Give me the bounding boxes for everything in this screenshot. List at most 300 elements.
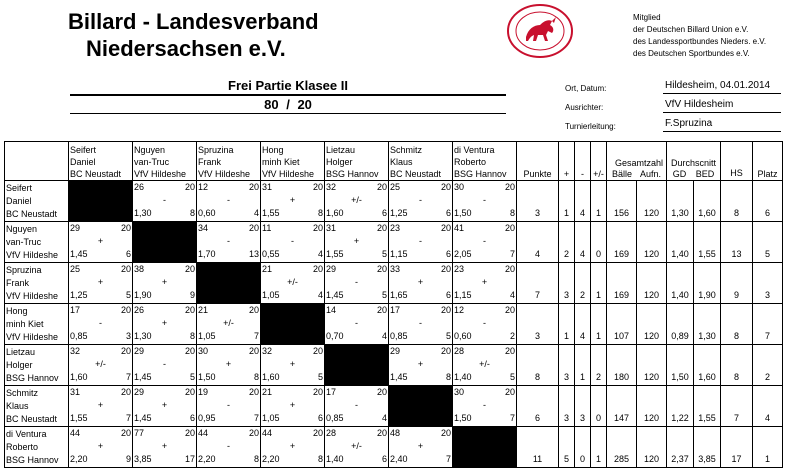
match-points: 29 [390, 346, 401, 356]
player-club: BC Neustadt [70, 169, 122, 179]
match-high-series: 4 [253, 208, 259, 218]
gesamtzahl-label: Gesamtzahl [614, 158, 663, 168]
innings-value: 20 [297, 97, 312, 112]
match-high-series: 7 [125, 413, 131, 423]
match-cell [261, 386, 325, 427]
ort-value: Hildesheim, 04.01.2014 [665, 80, 771, 91]
match-cell [261, 222, 325, 263]
match-cell [261, 345, 325, 386]
player-club: BSG Hannov [6, 373, 59, 383]
match-average: 1,50 [454, 413, 472, 423]
match-points: 29 [134, 387, 145, 397]
match-result-symbol: - [227, 441, 230, 451]
row-player-name [5, 345, 69, 386]
match-points: 44 [262, 428, 273, 438]
match-points: 28 [454, 346, 465, 356]
match-average: 0,85 [70, 331, 88, 341]
player-surname: Spruzina [198, 145, 234, 155]
player-firstname: Frank [198, 157, 222, 167]
match-points: 30 [454, 387, 465, 397]
match-cell [389, 345, 453, 386]
player-firstname: Holger [326, 157, 353, 167]
match-cell [325, 386, 389, 427]
baelle-cell: 180 [607, 345, 637, 386]
bed-label: BED [695, 169, 715, 179]
player-surname: Nguyen [134, 145, 166, 155]
match-cell [197, 222, 261, 263]
match-innings: 20 [184, 264, 195, 274]
match-points: 19 [198, 387, 209, 397]
row-player-name [5, 181, 69, 222]
distance-value: 80 [264, 97, 279, 112]
player-surname: Spruzina [6, 265, 42, 275]
minus-cell: 4 [575, 181, 591, 222]
plus-cell: 3 [559, 263, 575, 304]
match-average: 1,55 [70, 413, 88, 423]
match-high-series: 7 [509, 249, 515, 259]
match-innings: 20 [440, 428, 451, 438]
turnierleitung-rule [663, 131, 781, 132]
match-innings: 20 [248, 305, 259, 315]
subtitle-rule [70, 113, 506, 114]
platz-cell: 7 [753, 304, 783, 345]
match-cell [261, 263, 325, 304]
match-points: 31 [70, 387, 81, 397]
match-high-series: 8 [253, 372, 259, 382]
bed-cell: 1,60 [694, 181, 721, 222]
match-innings: 20 [120, 387, 131, 397]
punkte-cell: 8 [517, 345, 559, 386]
match-result-symbol: - [483, 236, 486, 246]
match-points: 28 [326, 428, 337, 438]
aufn-cell: 120 [637, 222, 667, 263]
column-player-header [133, 142, 197, 181]
player-firstname: Daniel [70, 157, 96, 167]
gd-cell: 1,40 [667, 222, 694, 263]
match-cell [197, 386, 261, 427]
bed-cell: 1,30 [694, 304, 721, 345]
match-result-symbol: + [161, 318, 168, 328]
match-average: 1,90 [134, 290, 152, 300]
match-points: 21 [198, 305, 209, 315]
ausrichter-label: Ausrichter: [565, 103, 604, 112]
plus-cell: 1 [559, 181, 575, 222]
plus-cell: 3 [559, 386, 575, 427]
match-cell [197, 181, 261, 222]
player-club: BC Neustadt [6, 209, 58, 219]
match-innings: 20 [312, 387, 323, 397]
player-surname: Schmitz [390, 145, 423, 155]
match-high-series: 6 [381, 208, 387, 218]
match-high-series: 7 [253, 413, 259, 423]
punkte-cell: 4 [517, 222, 559, 263]
player-firstname: Roberto [6, 442, 39, 452]
match-innings: 20 [376, 305, 387, 315]
match-innings: 20 [120, 346, 131, 356]
match-average: 1,15 [390, 249, 408, 259]
match-average: 1,45 [134, 372, 152, 382]
match-points: 30 [198, 346, 209, 356]
match-points: 31 [262, 182, 273, 192]
match-average: 3,85 [134, 454, 152, 464]
plus-cell: 2 [559, 222, 575, 263]
hs-cell: 17 [721, 427, 753, 468]
match-result-symbol: - [99, 318, 102, 328]
membership-line: Mitglied [633, 13, 661, 22]
match-innings: 20 [248, 182, 259, 192]
column-player-header [197, 142, 261, 181]
match-cell [453, 181, 517, 222]
aufn-cell: 120 [637, 427, 667, 468]
player-row [5, 345, 783, 386]
player-club: BSG Hannov [454, 169, 507, 179]
baelle-label: Bälle [611, 169, 632, 179]
match-average: 1,60 [262, 372, 280, 382]
match-high-series: 17 [184, 454, 195, 464]
plus-cell: 5 [559, 427, 575, 468]
match-average: 1,25 [70, 290, 88, 300]
player-firstname: Holger [6, 360, 33, 370]
match-average: 0,70 [326, 331, 344, 341]
player-surname: Hong [6, 306, 28, 316]
match-innings: 20 [184, 346, 195, 356]
plusminus-cell: 2 [591, 345, 607, 386]
self-match-cell [261, 304, 325, 345]
match-innings: 20 [184, 428, 195, 438]
match-innings: 20 [504, 264, 515, 274]
match-cell [133, 181, 197, 222]
match-average: 0,95 [198, 413, 216, 423]
match-points: 21 [262, 387, 273, 397]
match-points: 17 [326, 387, 337, 397]
match-cell [389, 263, 453, 304]
player-row [5, 263, 783, 304]
match-average: 1,60 [326, 208, 344, 218]
plusminus-cell: 1 [591, 181, 607, 222]
match-result-symbol: + [481, 277, 488, 287]
match-innings: 20 [248, 346, 259, 356]
match-high-series: 4 [317, 249, 323, 259]
match-result-symbol: + [353, 236, 360, 246]
match-cell [453, 263, 517, 304]
plusminus-cell: 0 [591, 386, 607, 427]
match-average: 1,05 [262, 413, 280, 423]
player-surname: Schmitz [6, 388, 39, 398]
baelle-cell: 169 [607, 222, 637, 263]
bed-cell: 1,60 [694, 345, 721, 386]
match-average: 1,45 [134, 413, 152, 423]
player-row [5, 304, 783, 345]
match-high-series: 7 [445, 454, 451, 464]
match-points: 17 [390, 305, 401, 315]
match-high-series: 6 [125, 249, 131, 259]
minus-cell: 3 [575, 386, 591, 427]
plusminus-cell: 1 [591, 263, 607, 304]
match-high-series: 5 [125, 290, 131, 300]
match-result-symbol: + [161, 277, 168, 287]
minus-header: - [575, 142, 591, 181]
gesamtzahl-header [607, 142, 667, 181]
match-cell [197, 304, 261, 345]
match-high-series: 5 [445, 331, 451, 341]
match-points: 33 [390, 264, 401, 274]
aufn-label: Aufn. [639, 169, 661, 179]
bed-cell: 1,90 [694, 263, 721, 304]
match-high-series: 4 [509, 290, 515, 300]
match-high-series: 6 [445, 249, 451, 259]
match-result-symbol: - [355, 400, 358, 410]
match-high-series: 5 [381, 249, 387, 259]
plusminus-cell: 0 [591, 222, 607, 263]
player-row [5, 427, 783, 468]
plusminus-header: +/- [591, 142, 607, 181]
self-match-cell [453, 427, 517, 468]
match-cell [197, 427, 261, 468]
event-distance [70, 97, 506, 112]
turnierleitung-label: Turnierleitung: [565, 122, 616, 131]
match-average: 0,60 [198, 208, 216, 218]
match-points: 29 [326, 264, 337, 274]
match-high-series: 7 [253, 331, 259, 341]
player-club: VfV Hildeshe [134, 169, 187, 179]
match-result-symbol: - [483, 195, 486, 205]
player-firstname: Klaus [390, 157, 413, 167]
player-row [5, 181, 783, 222]
hs-header: HS [721, 142, 753, 181]
platz-cell: 6 [753, 181, 783, 222]
match-high-series: 6 [381, 454, 387, 464]
column-player-header [261, 142, 325, 181]
match-points: 25 [390, 182, 401, 192]
match-points: 23 [454, 264, 465, 274]
match-points: 44 [198, 428, 209, 438]
match-high-series: 8 [189, 331, 195, 341]
player-club: BC Neustadt [6, 414, 58, 424]
punkte-header: Punkte [517, 142, 559, 181]
match-result-symbol: - [355, 318, 358, 328]
player-club: BSG Hannov [326, 169, 379, 179]
match-result-symbol: +/- [351, 441, 362, 451]
player-surname: Seifert [70, 145, 97, 155]
match-result-symbol: + [97, 236, 104, 246]
aufn-cell: 120 [637, 181, 667, 222]
gd-label: GD [672, 169, 687, 179]
player-firstname: Frank [6, 278, 30, 288]
org-name-line2: Niedersachsen e.V. [86, 36, 286, 61]
match-result-symbol: + [225, 359, 232, 369]
hs-cell: 8 [721, 345, 753, 386]
match-points: 23 [390, 223, 401, 233]
minus-cell: 2 [575, 263, 591, 304]
column-player-header [453, 142, 517, 181]
match-high-series: 6 [317, 413, 323, 423]
match-result-symbol: - [227, 195, 230, 205]
player-club: VfV Hildeshe [6, 250, 59, 260]
match-result-symbol: - [227, 400, 230, 410]
match-cell [453, 345, 517, 386]
match-average: 2,20 [198, 454, 216, 464]
match-high-series: 8 [189, 208, 195, 218]
minus-cell: 4 [575, 222, 591, 263]
player-firstname: minh Kiet [262, 157, 300, 167]
match-cell [133, 345, 197, 386]
match-points: 32 [70, 346, 81, 356]
punkte-cell: 3 [517, 304, 559, 345]
match-innings: 20 [312, 223, 323, 233]
match-high-series: 4 [317, 290, 323, 300]
match-points: 26 [134, 182, 145, 192]
aufn-cell: 120 [637, 263, 667, 304]
match-result-symbol: + [97, 400, 104, 410]
match-points: 32 [262, 346, 273, 356]
match-average: 1,40 [326, 454, 344, 464]
match-points: 25 [70, 264, 81, 274]
results-table [4, 141, 783, 468]
match-result-symbol: + [417, 441, 424, 451]
match-innings: 20 [248, 223, 259, 233]
bed-cell: 1,55 [694, 222, 721, 263]
match-points: 34 [198, 223, 209, 233]
match-high-series: 7 [125, 372, 131, 382]
match-high-series: 6 [445, 208, 451, 218]
match-points: 12 [198, 182, 209, 192]
match-innings: 20 [120, 428, 131, 438]
match-average: 1,50 [198, 372, 216, 382]
match-cell [69, 263, 133, 304]
match-cell [453, 222, 517, 263]
match-result-symbol: - [355, 277, 358, 287]
match-high-series: 6 [189, 413, 195, 423]
match-innings: 20 [376, 264, 387, 274]
durchschnitt-label: Durchscnitt [670, 158, 716, 168]
match-high-series: 7 [509, 413, 515, 423]
plusminus-cell: 1 [591, 304, 607, 345]
match-average: 1,55 [326, 249, 344, 259]
match-high-series: 5 [509, 372, 515, 382]
aufn-cell: 120 [637, 386, 667, 427]
player-surname: Lietzau [326, 145, 356, 155]
match-innings: 20 [184, 387, 195, 397]
corner-cell [5, 142, 69, 181]
match-cell [389, 222, 453, 263]
membership-line: des Landessportbundes Nieders. e.V. [633, 37, 767, 46]
match-high-series: 8 [253, 454, 259, 464]
platz-cell: 1 [753, 427, 783, 468]
org-name-line1: Billard - Landesverband [68, 9, 319, 34]
match-innings: 20 [312, 428, 323, 438]
match-points: 48 [390, 428, 401, 438]
match-average: 1,55 [262, 208, 280, 218]
match-cell [133, 427, 197, 468]
self-match-cell [325, 345, 389, 386]
self-match-cell [197, 263, 261, 304]
column-player-header [325, 142, 389, 181]
match-innings: 20 [376, 182, 387, 192]
match-cell [69, 427, 133, 468]
match-average: 1,45 [70, 249, 88, 259]
match-cell [133, 386, 197, 427]
match-average: 0,55 [262, 249, 280, 259]
match-result-symbol: - [291, 236, 294, 246]
player-surname: Nguyen [6, 224, 38, 234]
match-result-symbol: +/- [223, 318, 234, 328]
match-innings: 20 [440, 223, 451, 233]
match-cell [261, 427, 325, 468]
player-club: BSG Hannov [6, 455, 59, 465]
match-points: 17 [70, 305, 81, 315]
match-result-symbol: +/- [351, 195, 362, 205]
player-club: VfV Hildeshe [6, 332, 59, 342]
membership-line: der Deutschen Billard Union e.V. [633, 25, 749, 34]
player-firstname: Daniel [6, 196, 32, 206]
match-cell [69, 386, 133, 427]
aufn-cell: 120 [637, 304, 667, 345]
match-average: 0,60 [454, 331, 472, 341]
match-innings: 20 [504, 305, 515, 315]
ort-label: Ort, Datum: [565, 84, 607, 93]
match-average: 2,20 [70, 454, 88, 464]
platz-cell: 2 [753, 345, 783, 386]
column-player-header [69, 142, 133, 181]
plus-header: + [559, 142, 575, 181]
match-high-series: 5 [381, 290, 387, 300]
match-innings: 20 [376, 387, 387, 397]
baelle-cell: 285 [607, 427, 637, 468]
match-result-symbol: - [227, 236, 230, 246]
match-innings: 20 [248, 428, 259, 438]
match-innings: 20 [312, 264, 323, 274]
match-innings: 20 [184, 182, 195, 192]
gd-cell: 1,30 [667, 181, 694, 222]
match-cell [453, 304, 517, 345]
title-rule [70, 94, 506, 96]
player-firstname: van-Truc [6, 237, 42, 247]
match-high-series: 9 [125, 454, 131, 464]
match-points: 32 [326, 182, 337, 192]
match-cell [389, 304, 453, 345]
match-innings: 20 [440, 182, 451, 192]
bed-cell: 1,55 [694, 386, 721, 427]
player-row [5, 222, 783, 263]
row-player-name [5, 222, 69, 263]
match-average: 1,70 [198, 249, 216, 259]
match-cell [69, 222, 133, 263]
match-high-series: 5 [189, 372, 195, 382]
horse-seal-logo [506, 3, 574, 59]
match-cell [133, 304, 197, 345]
baelle-cell: 147 [607, 386, 637, 427]
gd-cell: 2,37 [667, 427, 694, 468]
match-points: 30 [454, 182, 465, 192]
match-innings: 20 [184, 305, 195, 315]
match-innings: 20 [312, 346, 323, 356]
match-result-symbol: - [163, 195, 166, 205]
hs-cell: 13 [721, 222, 753, 263]
match-high-series: 8 [509, 208, 515, 218]
event-title: Frei Partie Klasee II [228, 78, 348, 93]
header-row [5, 142, 783, 181]
match-points: 26 [134, 305, 145, 315]
minus-cell: 4 [575, 304, 591, 345]
platz-cell: 3 [753, 263, 783, 304]
ausrichter-rule [663, 112, 781, 113]
punkte-cell: 3 [517, 181, 559, 222]
match-result-symbol: + [289, 400, 296, 410]
match-result-symbol: + [161, 400, 168, 410]
match-result-symbol: + [97, 441, 104, 451]
match-average: 1,65 [390, 290, 408, 300]
match-innings: 20 [440, 346, 451, 356]
